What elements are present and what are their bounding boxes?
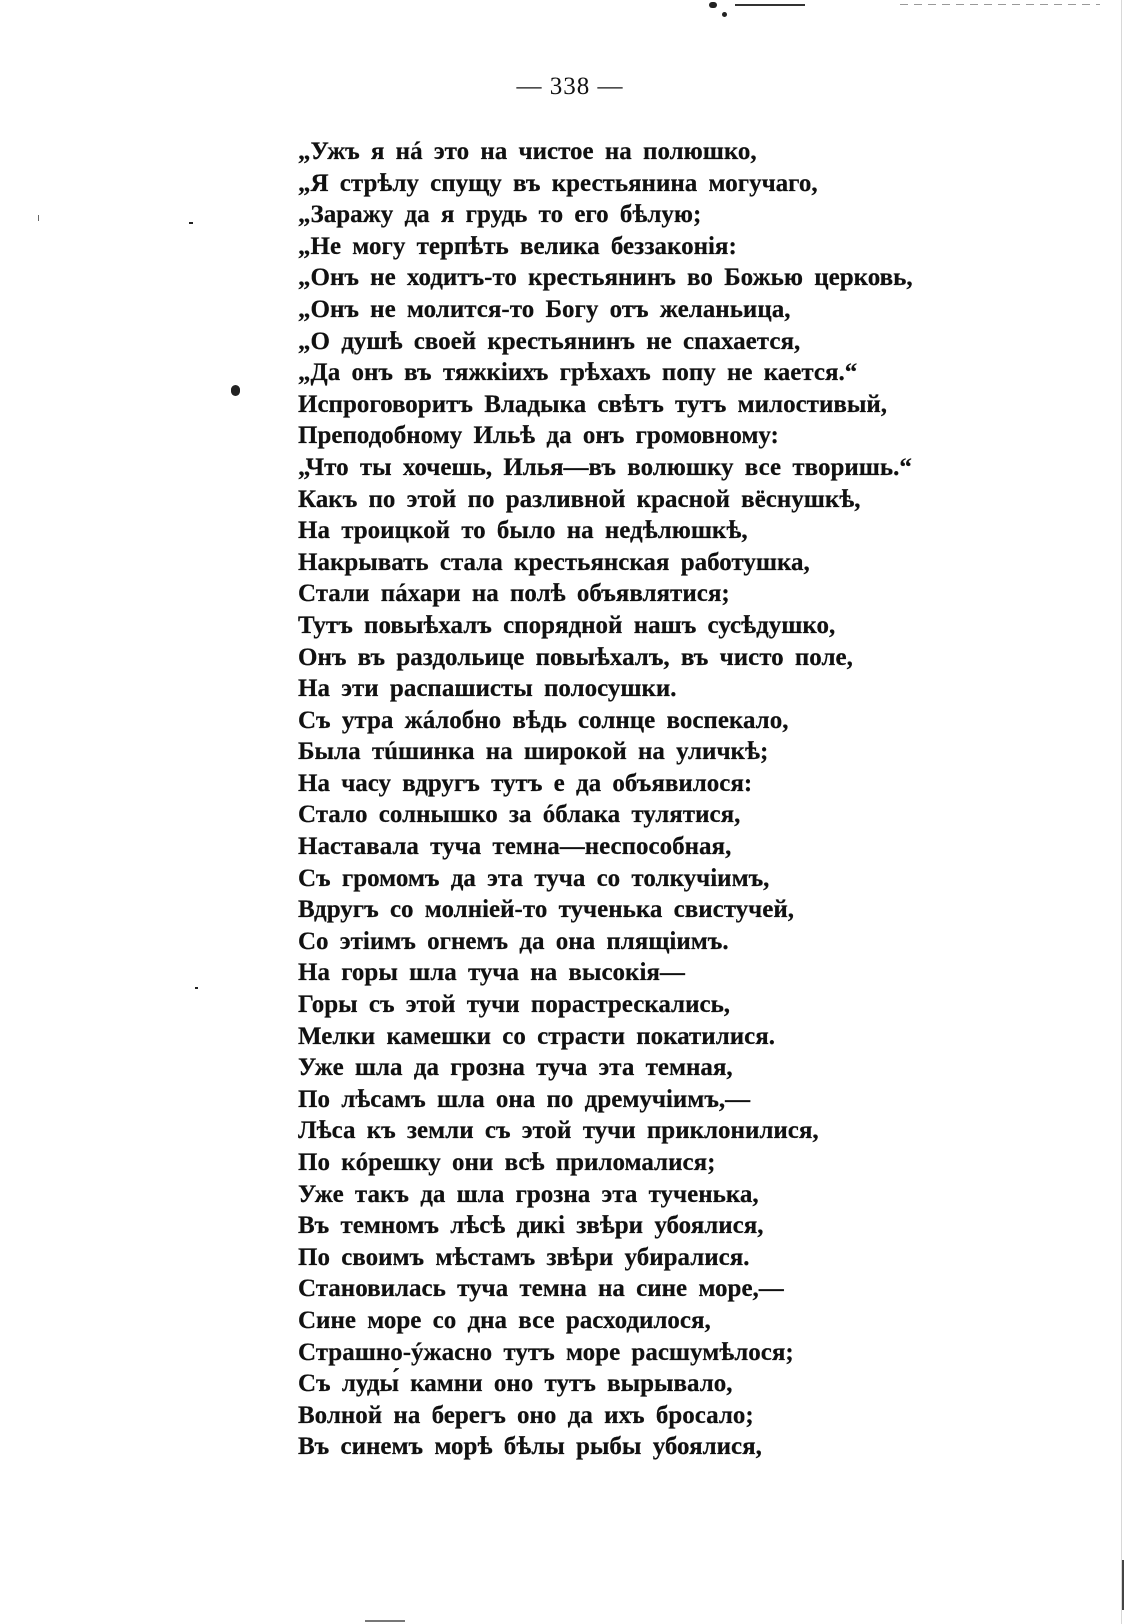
- verse-line: Стало солнышко за óблака тулятися,: [298, 801, 741, 829]
- scan-artifact-top-dashes: [900, 4, 1100, 5]
- verse-line: Горы съ этой тучи порастрескались,: [298, 991, 731, 1019]
- verse-line: „Онъ не ходитъ-то крестьянинъ во Божью церковь,: [298, 264, 913, 292]
- verse-line: По лѣсамъ шла она по дремучіимъ,—: [298, 1085, 751, 1113]
- page-number: — 338 —: [516, 73, 624, 100]
- verse-line: Въ темномъ лѣсѣ дикі звѣри убоялися,: [298, 1212, 764, 1240]
- verse-line: Сине море со дна все расходилося,: [298, 1306, 711, 1334]
- verse-line: Наставала туча темна—неспособная,: [298, 833, 732, 861]
- verse-line: „Не могу терпѣть велика беззаконія:: [298, 232, 737, 260]
- scan-artifact-dot: [722, 12, 727, 17]
- scan-artifact-bullet: [231, 385, 240, 396]
- verse-line: На троицкой то было на недѣлюшкѣ,: [298, 517, 748, 545]
- page-edge: [1121, 0, 1122, 1624]
- verse-line: Онъ въ раздольице повыѣхалъ, въ чисто поле,: [298, 643, 853, 671]
- scan-artifact-top: [735, 4, 805, 6]
- scan-artifact-speck: [1122, 1560, 1124, 1610]
- verse-line: „Да онъ въ тяжкіихъ грѣхахъ попу не кается.“: [298, 359, 858, 387]
- verse-line: Страшно-ýжасно тутъ море расшумѣлося;: [298, 1338, 794, 1366]
- verse-line: Уже шла да грозна туча эта темная,: [298, 1054, 733, 1082]
- verse-line: Какъ по этой по разливной красной вёснушкѣ,: [298, 485, 861, 513]
- verse-line: Испроговоритъ Владыка свѣтъ тутъ милостивый,: [298, 390, 888, 418]
- verse-line: Въ синемъ морѣ бѣлы рыбы убоялися,: [298, 1433, 762, 1461]
- verse-line: „О душѣ своей крестьянинъ не спахается,: [298, 327, 801, 355]
- verse-line: Съ громомъ да эта туча со толкучіимъ,: [298, 864, 770, 892]
- verse-line: Вдругъ со молніей-то тученька свистучей,: [298, 896, 795, 924]
- verse-line: Становилась туча темна на сине море,—: [298, 1275, 784, 1303]
- verse-line: Съ утра жáлобно вѣдь солнце воспекало,: [298, 706, 789, 734]
- verse-line: „Ужъ я нá это на чистое на полюшко,: [298, 138, 757, 165]
- verse-line: По кóрешку они всѣ приломалися;: [298, 1149, 716, 1176]
- verse-line: По своимъ мѣстамъ звѣри убиралися.: [298, 1243, 750, 1271]
- verse-line: Тутъ повыѣхалъ спорядной нашъ сусѣдушко,: [298, 611, 836, 639]
- scan-artifact-speck: [195, 987, 198, 989]
- verse-line: Преподобному Ильѣ да онъ громовному:: [298, 422, 779, 450]
- verse-line: Мелки камешки со страсти покатилися.: [298, 1022, 775, 1050]
- verse-line: Была тúшинка на широкой на уличкѣ;: [298, 738, 769, 766]
- verse-line: Волной на берегъ оно да ихъ бросало;: [298, 1401, 754, 1429]
- verse-line: На часу вдругъ тутъ е да объявилося:: [298, 769, 753, 797]
- verse-line: Лѣса къ земли съ этой тучи приклонилися,: [298, 1117, 819, 1145]
- verse-line: Накрывать стала крестьянская работушка,: [298, 548, 810, 576]
- verse-line: „Онъ не молится-то Богу отъ желаньица,: [298, 295, 791, 323]
- verse-line: На горы шла туча на высокія—: [298, 959, 685, 987]
- verse-line: Стали пáхари на полѣ объявлятися;: [298, 580, 730, 608]
- verse-line: „Я стрѣлу спущу въ крестьянина могучаго,: [298, 169, 818, 197]
- verse-line: „Заражу да я грудь то его бѣлую;: [298, 201, 702, 229]
- verse-text: [298, 136, 1018, 1463]
- verse-line: „Что ты хочешь, Илья—въ волюшку все творишь.“: [298, 453, 912, 481]
- scan-artifact-bottom: [365, 1620, 405, 1622]
- verse-line: На эти распашисты полосушки.: [298, 675, 677, 703]
- scan-artifact-speck: [38, 215, 39, 221]
- verse-line: Со этіимъ огнемъ да она плящіимъ.: [298, 927, 729, 955]
- scan-artifact-dot: [709, 2, 717, 8]
- scan-artifact-speck: [189, 222, 193, 224]
- verse-line: Уже такъ да шла грозна эта тученька,: [298, 1180, 759, 1208]
- verse-line: Съ луды́ камни оно тутъ вырывало,: [298, 1370, 733, 1398]
